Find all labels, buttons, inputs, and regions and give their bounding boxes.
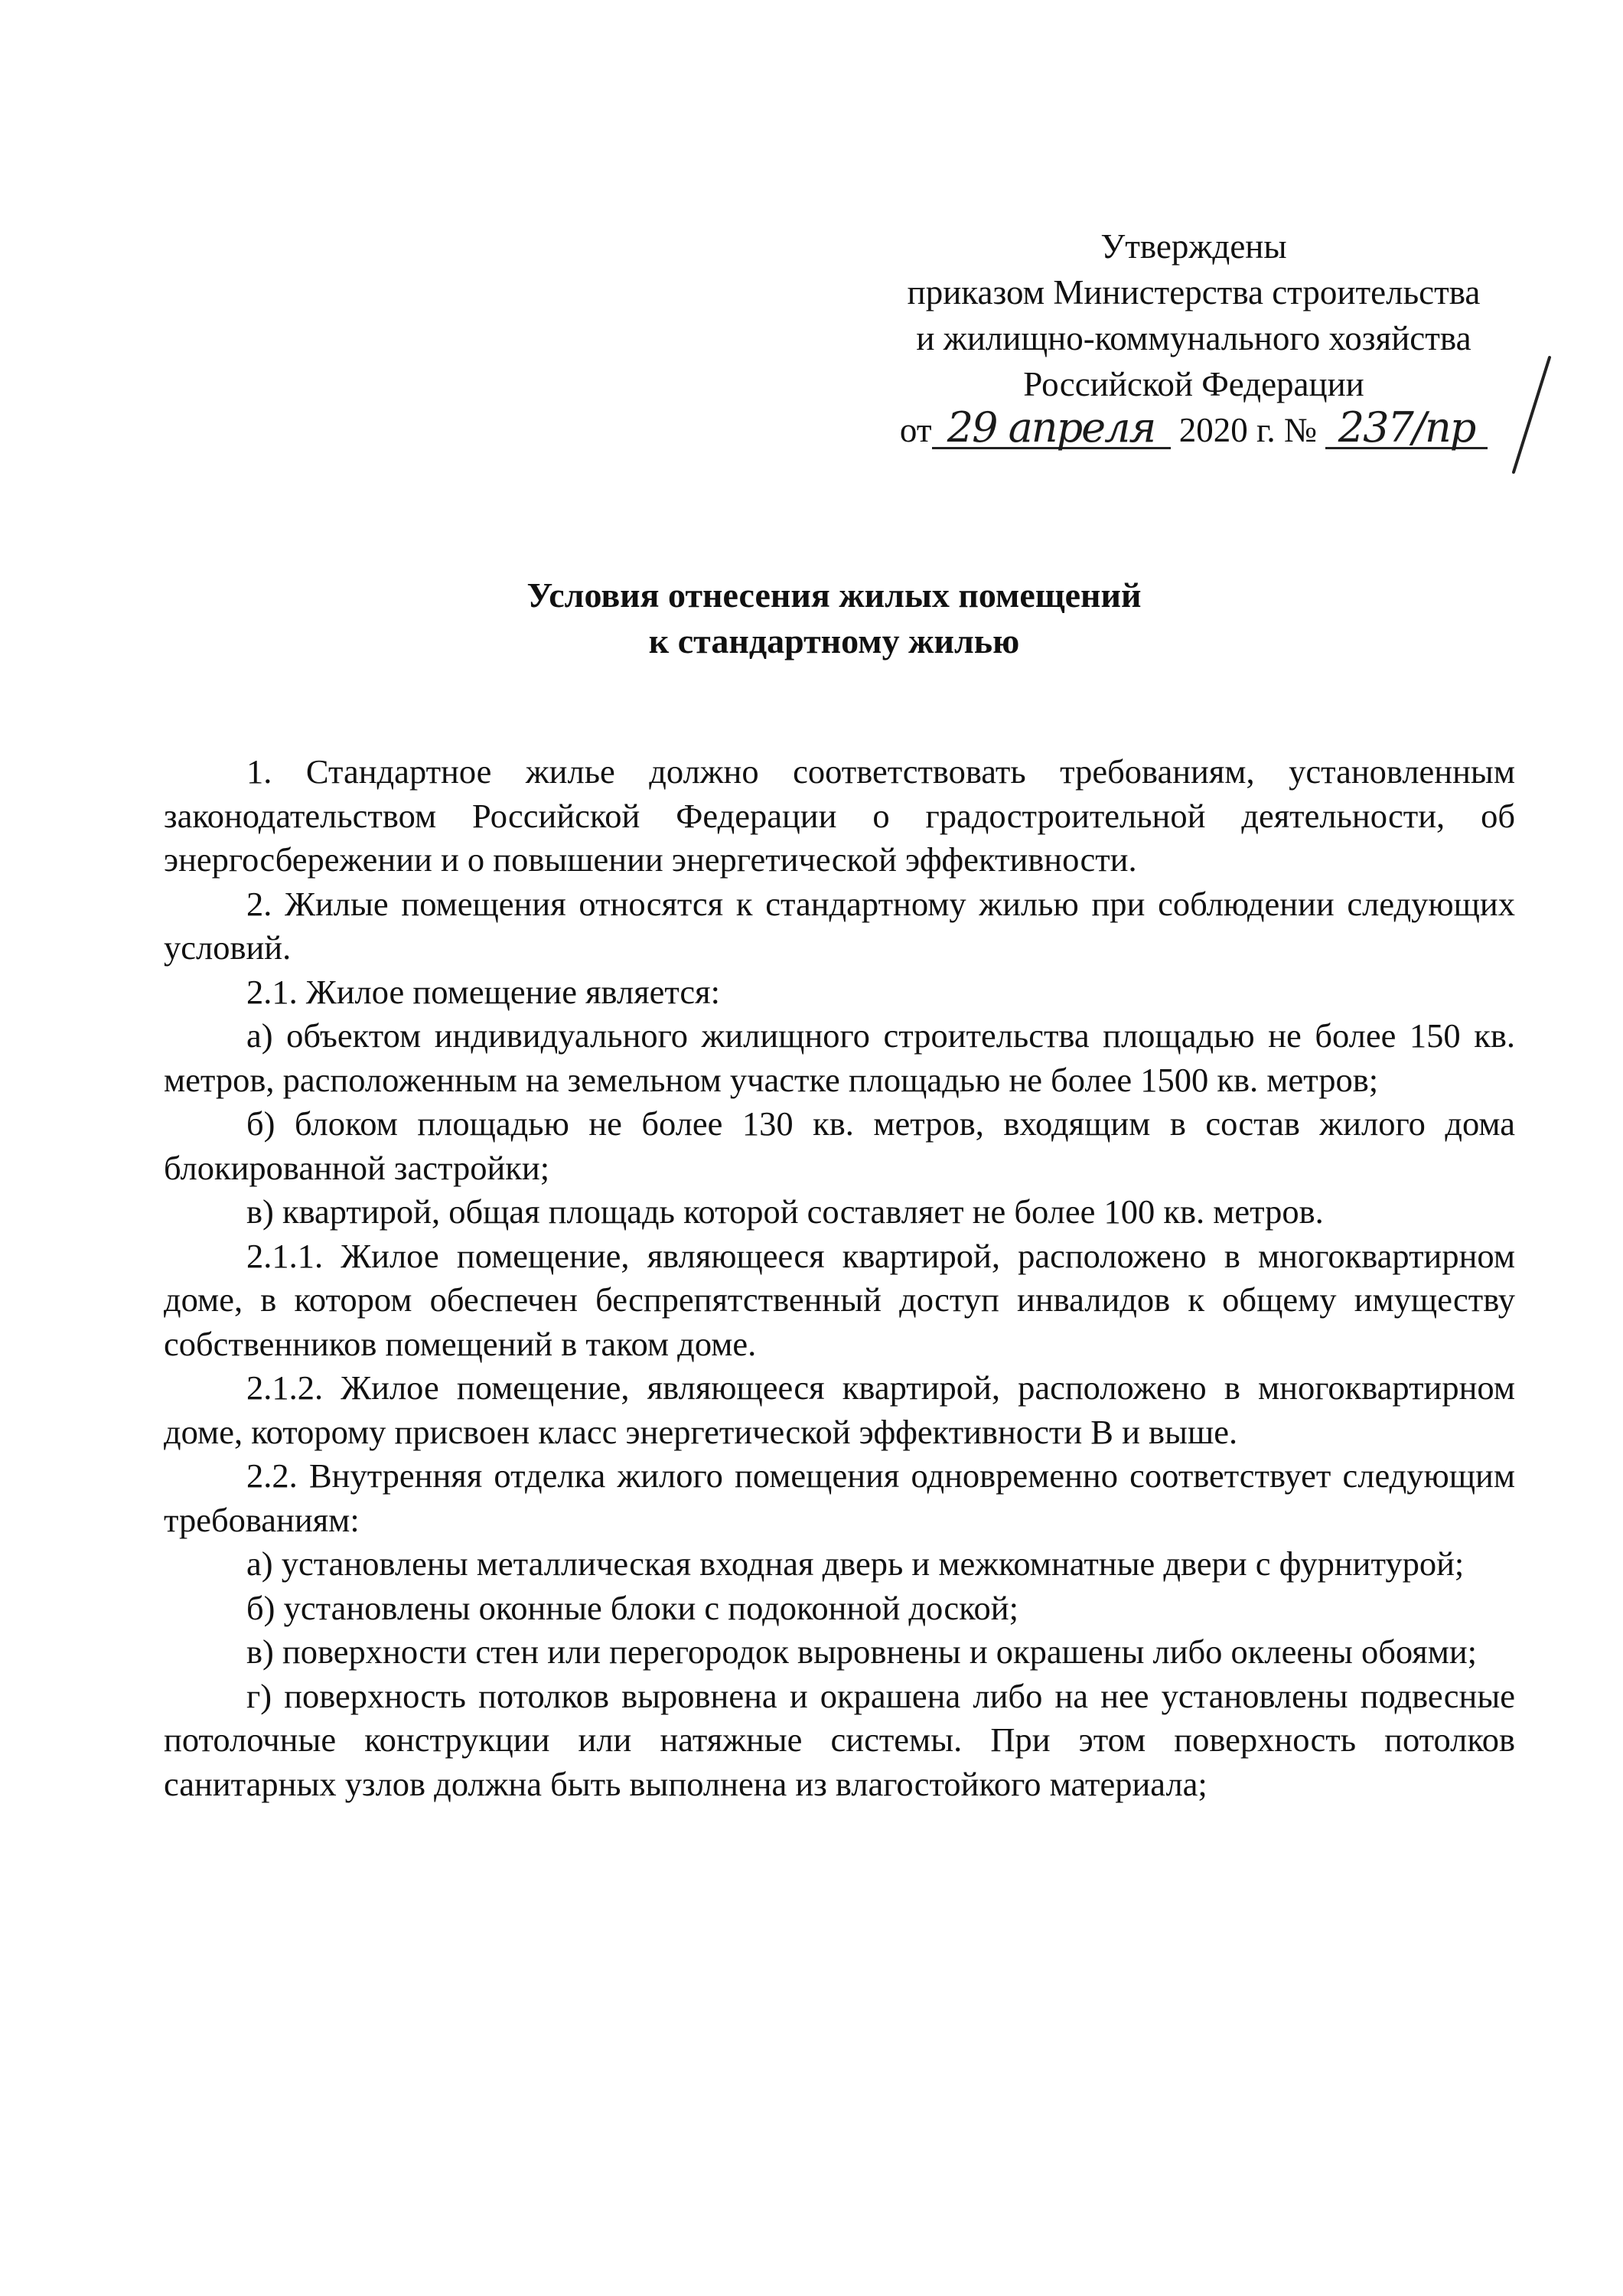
- paragraph-2-1: 2.1. Жилое помещение является:: [246, 972, 720, 1011]
- paragraph-2-2-a: а) установлены металлическая входная дверь и межкомнатные двери с фурнитурой;: [246, 1544, 1465, 1583]
- order-year-number-label: 2020 г. №: [1178, 411, 1317, 449]
- approval-block: [842, 223, 1546, 453]
- paragraph-2-2-d: г) поверхность потолков выровнена и окрашена либо на нее установлены подвесные потолочные конструкции или натяжные системы. При этом поверхность потолков санитарных узлов должна быть выполнена из влагостойкого материала;: [164, 1676, 1515, 1803]
- document-body: [164, 750, 1515, 1806]
- approval-ministry-line-2: и жилищно-коммунального хозяйства: [916, 319, 1471, 357]
- paragraph-2-1-a: а) объектом индивидуального жилищного строительства площадью не более 150 кв. метров, расположенным на земельном участке площадью не более 1500 кв. метров;: [164, 1016, 1515, 1099]
- title-line-2: к стандартному жилью: [648, 621, 1020, 660]
- pen-stroke-mark: [1507, 354, 1553, 476]
- paragraph-2-1-c: в) квартирой, общая площадь которой составляет не более 100 кв. метров.: [246, 1192, 1324, 1231]
- title-line-1: Условия отнесения жилых помещений: [526, 576, 1142, 615]
- paragraph-2: 2. Жилые помещения относятся к стандартному жилью при соблюдении следующих условий.: [164, 884, 1515, 967]
- paragraph-2-2-b: б) установлены оконные блоки с подоконной доской;: [246, 1588, 1018, 1627]
- order-from-label: от: [899, 411, 932, 449]
- paragraph-2-1-b: б) блоком площадью не более 130 кв. метров, входящим в состав жилого дома блокированной застройки;: [164, 1104, 1515, 1187]
- paragraph-2-2-c: в) поверхности стен или перегородок выровнены и окрашены либо оклеены обоями;: [246, 1632, 1478, 1671]
- approval-country-line: Российской Федерации: [1023, 365, 1364, 403]
- document-title: [153, 572, 1515, 664]
- order-date-line: [842, 403, 1546, 453]
- handwritten-order-number: 237/пр: [1325, 409, 1488, 449]
- paragraph-2-2: 2.2. Внутренняя отделка жилого помещения одновременно соответствует следующим требованиям:: [164, 1456, 1515, 1539]
- handwritten-date: 29 апреля: [932, 409, 1171, 449]
- approval-heading: Утверждены: [1100, 227, 1287, 266]
- paragraph-2-1-1: 2.1.1. Жилое помещение, являющееся квартирой, расположено в многоквартирном доме, в котором обеспечен беспрепятственный доступ инвалидов к общему имуществу собственников помещений в таком доме.: [164, 1236, 1515, 1363]
- paragraph-1: 1. Стандартное жилье должно соответствовать требованиям, установленным законодательством Российской Федерации о градостроительной деятельности, об энергосбережении и о повышении энергетической эффективности.: [164, 752, 1515, 879]
- paragraph-2-1-2: 2.1.2. Жилое помещение, являющееся квартирой, расположено в многоквартирном доме, которому присвоен класс энергетической эффективности В и выше.: [164, 1368, 1515, 1451]
- approval-ministry-line: приказом Министерства строительства: [907, 273, 1481, 311]
